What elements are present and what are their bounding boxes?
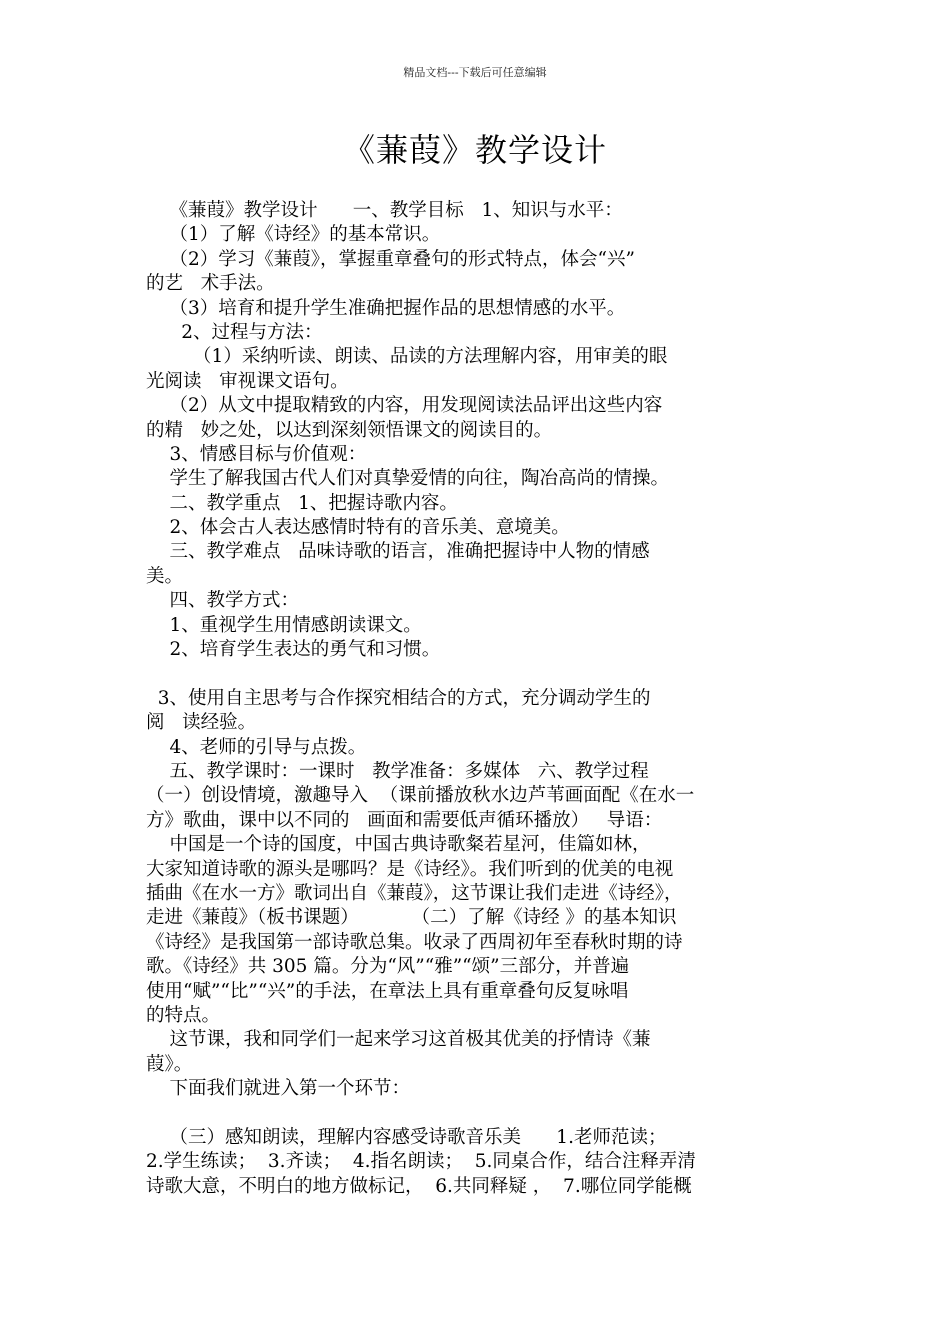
text-line: 3、情感目标与价值观： xyxy=(146,443,367,465)
text-line: （1）了解《诗经》的基本常识。 xyxy=(146,224,441,246)
text-line: 歌。《诗经》共 305 篇。分为“风”“雅”“颂”三部分，并普遍 xyxy=(146,956,630,978)
text-line: 插曲《在水一方》歌词出自《蒹葭》，这节课让我们走进《诗经》， xyxy=(146,882,683,904)
text-line: 四、教学方式： xyxy=(146,590,300,612)
text-line: 下面我们就进入第一个环节： xyxy=(146,1078,411,1100)
text-line: 走进《蒹葭》（板书课题） （二）了解《诗经 》的基本知识 xyxy=(146,907,677,929)
text-line: （2）从文中提取精致的内容，用发现阅读法品评出这些内容 xyxy=(146,395,663,417)
header-note: 精品文档---下载后可任意编辑 xyxy=(403,66,547,79)
text-line: 4、老师的引导与点拨。 xyxy=(146,736,367,758)
text-line: 三、教学难点 品味诗歌的语言，准确把握诗中人物的情感 xyxy=(146,541,650,563)
text-line: （1）采纳听读、朗读、品读的方法理解内容，用审美的眼 xyxy=(146,346,668,368)
text-line: 的特点。 xyxy=(146,1004,221,1026)
text-line: 2.学生练读； 3.齐读； 4.指名朗读； 5.同桌合作，结合注释弄清 xyxy=(146,1151,696,1173)
text-line: 美。 xyxy=(146,565,184,587)
text-line: 葭》。 xyxy=(146,1053,193,1075)
text-line: 2、体会古人表达感情时特有的音乐美、意境美。 xyxy=(146,517,570,539)
text-line: 大家知道诗歌的源头是哪吗？是《诗经》。我们听到的优美的电视 xyxy=(146,858,674,880)
text-line: 2、过程与方法： xyxy=(146,321,323,343)
text-line xyxy=(146,1101,826,1125)
text-line: 的精 妙之处，以达到深刻领悟课文的阅读目的。 xyxy=(146,419,553,441)
text-line: 2、培育学生表达的勇气和习惯。 xyxy=(146,639,441,661)
text-line: （三）感知朗读，理解内容感受诗歌音乐美 1.老师范读； xyxy=(146,1126,667,1148)
text-line: 3、使用自主思考与合作探究相结合的方式，充分调动学生的 xyxy=(146,687,651,709)
text-line: 学生了解我国古代人们对真挚爱情的向往，陶冶高尚的情操。 xyxy=(146,468,670,490)
text-line: 五、教学课时：一课时 教学准备：多媒体 六、教学过程 xyxy=(146,760,649,782)
text-line: （2）学习《蒹葭》，掌握重章叠句的形式特点，体会“兴” xyxy=(146,248,635,270)
text-line: 中国是一个诗的国度，中国古典诗歌粲若星河，佳篇如林， xyxy=(146,834,651,856)
text-line: （3）培育和提升学生准确把握作品的思想情感的水平。 xyxy=(146,297,626,319)
text-line: 1、重视学生用情感朗读课文。 xyxy=(146,614,422,636)
text-line: 使用“赋”“比”“兴”的手法，在章法上具有重章叠句反复咏唱 xyxy=(146,980,629,1002)
text-line: 光阅读 审视课文语句。 xyxy=(146,370,349,392)
text-line: 《诗经》是我国第一部诗歌总集。收录了西周初年至春秋时期的诗 xyxy=(146,931,683,953)
page-title: 《蒹葭》教学设计 xyxy=(342,131,607,169)
text-line: 《蒹葭》教学设计 一、教学目标 1、知识与水平： xyxy=(146,200,623,221)
text-line: 诗歌大意，不明白的地方做标记， 6.共同释疑 ， 7.哪位同学能概 xyxy=(146,1175,692,1197)
text-line: 阅 读经验。 xyxy=(146,712,257,734)
text-line: 方》歌曲，课中以不同的 画面和需要低声循环播放） 导语： xyxy=(146,809,663,831)
text-line: 二、教学重点 1、把握诗歌内容。 xyxy=(146,492,458,514)
text-line: 的艺 术手法。 xyxy=(146,273,275,295)
text-line xyxy=(146,662,826,686)
document-body xyxy=(146,199,826,1199)
text-line: 这节课，我和同学们一起来学习这首极其优美的抒情诗《蒹 xyxy=(146,1029,651,1051)
text-line: （一）创设情境，激趣导入 （课前播放秋水边芦苇画面配《在水一 xyxy=(146,785,695,807)
